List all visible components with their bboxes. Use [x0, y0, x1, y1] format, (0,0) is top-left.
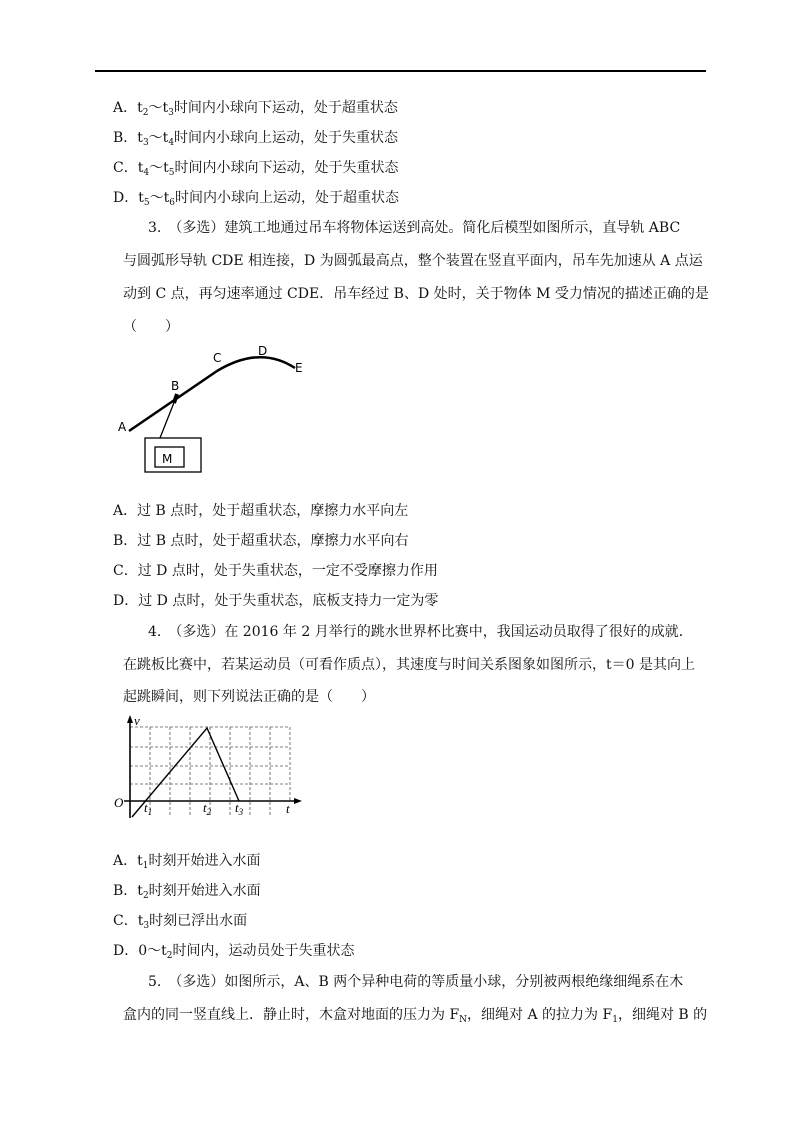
- header-rule: [95, 70, 706, 72]
- q3-option-c: C．过 D 点时，处于失重状态，一定不受摩擦力作用: [113, 563, 438, 579]
- label-d: D: [258, 344, 268, 358]
- label-t3: $t_3$: [235, 800, 244, 817]
- label-origin: O: [114, 795, 124, 810]
- arc-track-cde: [217, 357, 295, 371]
- label-m: M: [162, 452, 173, 466]
- q4-option-d: D．$0\sim t_2$时间内，运动员处于失重状态: [113, 943, 355, 961]
- q3-stem-line-2: 与圆弧形导轨 CDE 相连接，D 为圆弧最高点，整个装置在竖直平面内，吊车先加速从 A 点运: [123, 253, 703, 269]
- label-t2: $t_2$: [203, 800, 212, 817]
- q3-option-d: D．过 D 点时，处于失重状态，底板支持力一定为零: [113, 593, 439, 609]
- q5-stem-line-2: 盒内的同一竖直线上．静止时，木盒对地面的压力为 $F_N$，细绳对 A 的拉力为 $F_1$，细绳对 B 的: [123, 1007, 708, 1025]
- label-t1: $t_1$: [144, 800, 153, 817]
- q4-option-a: A．$t_1$时刻开始进入水面: [113, 853, 261, 871]
- q4-option-c: C．$t_3$时刻已浮出水面: [113, 913, 248, 931]
- q5-stem-line-1: 5. （多选）如图所示，A、B 两个异种电荷的等质量小球，分别被两根绝缘细绳系在木: [148, 974, 684, 990]
- q4-stem-line-1: 4. （多选）在 2016 年 2 月举行的跳水世界杯比赛中，我国运动员取得了很好的成就．: [148, 624, 693, 640]
- q4-stem-line-3: 起跳瞬间，则下列说法正确的是（ ）: [123, 689, 375, 705]
- q3-option-a: A．过 B 点时，处于超重状态，摩擦力水平向左: [113, 503, 409, 519]
- q4-option-b: B．$t_2$时刻开始进入水面: [113, 883, 261, 901]
- v-axis-arrow: [127, 715, 133, 723]
- t-axis-arrow: [294, 798, 302, 804]
- label-v: v: [134, 713, 140, 728]
- label-b: B: [171, 379, 180, 393]
- q2-option-a: A．$t_2\sim t_3$时间内小球向下运动，处于超重状态: [113, 100, 398, 118]
- crane-track-figure: [110, 340, 320, 480]
- q4-stem-line-2: 在跳板比赛中，若某运动员（可看作质点），其速度与时间关系图象如图所示，t＝0 是其向上: [123, 657, 695, 673]
- q3-stem-line-4: （ ）: [123, 319, 179, 335]
- q2-option-c: C．$t_4\sim t_5$时间内小球向下运动，处于失重状态: [113, 160, 399, 178]
- q3-stem-line-3: 动到 C 点，再匀速率通过 CDE．吊车经过 B、D 处时，关于物体 M 受力情况的描述正确的是: [123, 286, 709, 302]
- label-e: E: [295, 361, 303, 375]
- velocity-time-graph: [110, 713, 310, 823]
- q3-option-b: B．过 B 点时，处于超重状态，摩擦力水平向右: [113, 533, 409, 549]
- velocity-line: [132, 728, 239, 817]
- q2-option-b: B．$t_3\sim t_4$时间内小球向上运动，处于失重状态: [113, 130, 399, 148]
- label-c: C: [213, 351, 222, 365]
- label-a: A: [118, 420, 127, 434]
- q2-option-d: D．$t_5\sim t_6$时间内小球向上运动，处于超重状态: [113, 190, 399, 208]
- q3-stem-line-1: 3. （多选）建筑工地通过吊车将物体运送到高处。简化后模型如图所示，直导轨 ABC: [148, 220, 681, 236]
- label-t: t: [286, 801, 290, 816]
